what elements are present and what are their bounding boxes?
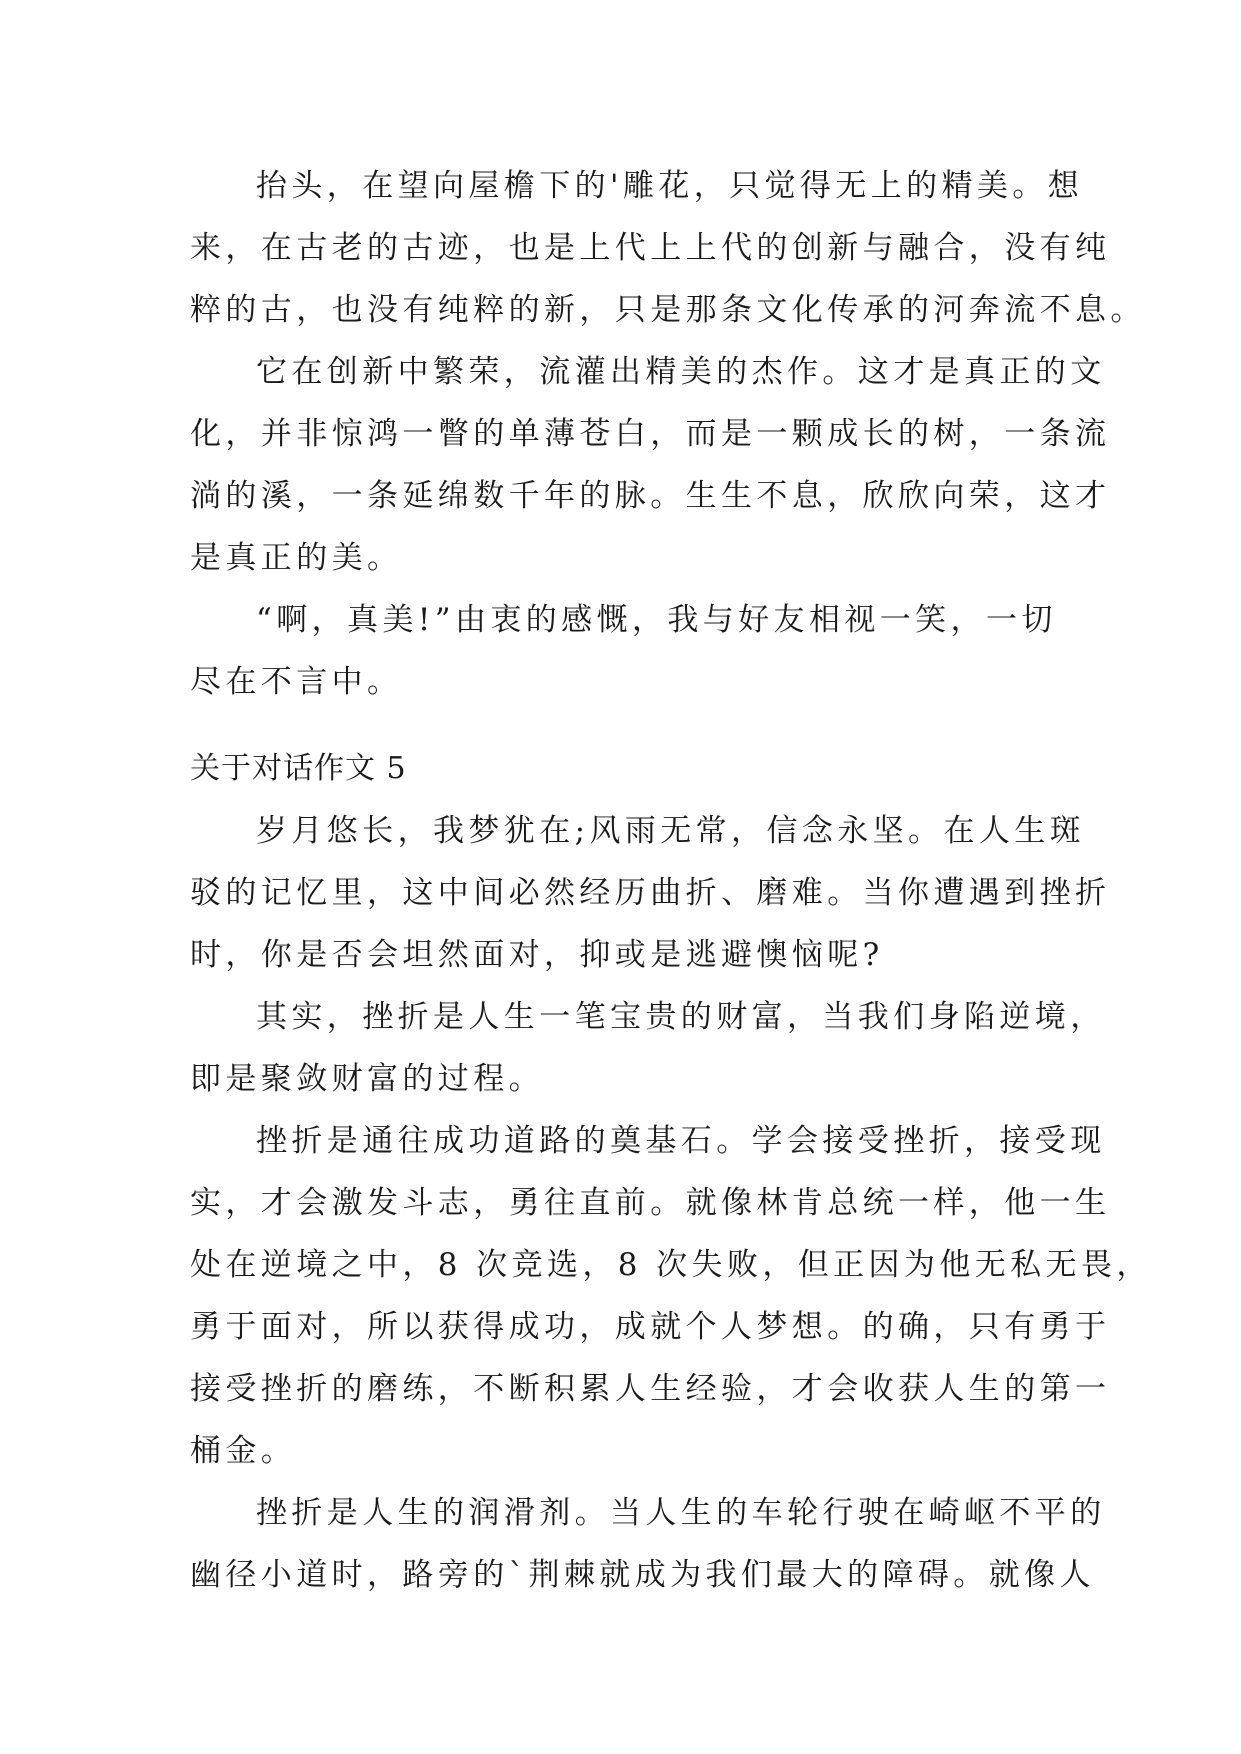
text-line: 化，并非惊鸿一瞥的单薄苍白，而是一颗成长的树，一条流 bbox=[190, 416, 1111, 452]
text-line: 是真正的美。 bbox=[190, 540, 403, 576]
text-line: 挫折是人生的润滑剂。当人生的车轮行驶在崎岖不平的 bbox=[256, 1495, 1106, 1531]
paragraph bbox=[190, 800, 1111, 986]
text-line: 桶金。 bbox=[190, 1433, 297, 1469]
section-1 bbox=[190, 155, 1146, 713]
text-line: 尽在不言中。 bbox=[190, 664, 403, 700]
text-line: 接受挫折的磨练，不断积累人生经验，才会收获人生的第一 bbox=[190, 1371, 1111, 1407]
text-line: 岁月悠长，我梦犹在;风雨无常，信念永坚。在人生斑 bbox=[256, 813, 1086, 849]
text-line: 挫折是通往成功道路的奠基石。学会接受挫折，接受现 bbox=[256, 1123, 1106, 1159]
section-2-heading-block bbox=[190, 738, 1070, 800]
text-line: 时，你是否会坦然面对，抑或是逃避懊恼呢? bbox=[190, 937, 884, 973]
text-line: 实，才会激发斗志，勇往直前。就像林肯总统一样，他一生 bbox=[190, 1185, 1111, 1221]
text-line: 抬头，在望向屋檐下的'雕花，只觉得无上的精美。想 bbox=[256, 168, 1084, 204]
paragraph bbox=[190, 1110, 1152, 1482]
paragraph bbox=[190, 589, 1070, 713]
paragraph bbox=[190, 341, 1111, 589]
section-heading: 关于对话作文 5 bbox=[190, 751, 407, 786]
text-line: 粹的古，也没有纯粹的新，只是那条文化传承的河奔流不息。 bbox=[190, 292, 1146, 328]
text-line: 它在创新中繁荣，流灌出精美的杰作。这才是真正的文 bbox=[256, 354, 1106, 390]
text-line: 来，在古老的古迹，也是上代上上代的创新与融合，没有纯 bbox=[190, 230, 1111, 266]
paragraph bbox=[190, 1482, 1106, 1606]
paragraph bbox=[190, 986, 1106, 1110]
section-2 bbox=[190, 800, 1152, 1606]
text-line: 幽径小道时，路旁的`荆棘就成为我们最大的障碍。就像人 bbox=[190, 1557, 1095, 1593]
text-line: “啊，真美!”由衷的感慨，我与好友相视一笑，一切 bbox=[256, 602, 1057, 638]
text-line: 即是聚敛财富的过程。 bbox=[190, 1061, 544, 1097]
text-line: 淌的溪，一条延绵数千年的脉。生生不息，欣欣向荣，这才 bbox=[190, 478, 1111, 514]
text-line: 其实，挫折是人生一笔宝贵的财富，当我们身陷逆境， bbox=[256, 999, 1106, 1035]
text-line: 处在逆境之中，8 次竞选，8 次失败，但正因为他无私无畏， bbox=[190, 1247, 1152, 1283]
text-line: 勇于面对，所以获得成功，成就个人梦想。的确，只有勇于 bbox=[190, 1309, 1111, 1345]
paragraph bbox=[190, 155, 1146, 341]
text-line: 驳的记忆里，这中间必然经历曲折、磨难。当你遭遇到挫折 bbox=[190, 875, 1111, 911]
